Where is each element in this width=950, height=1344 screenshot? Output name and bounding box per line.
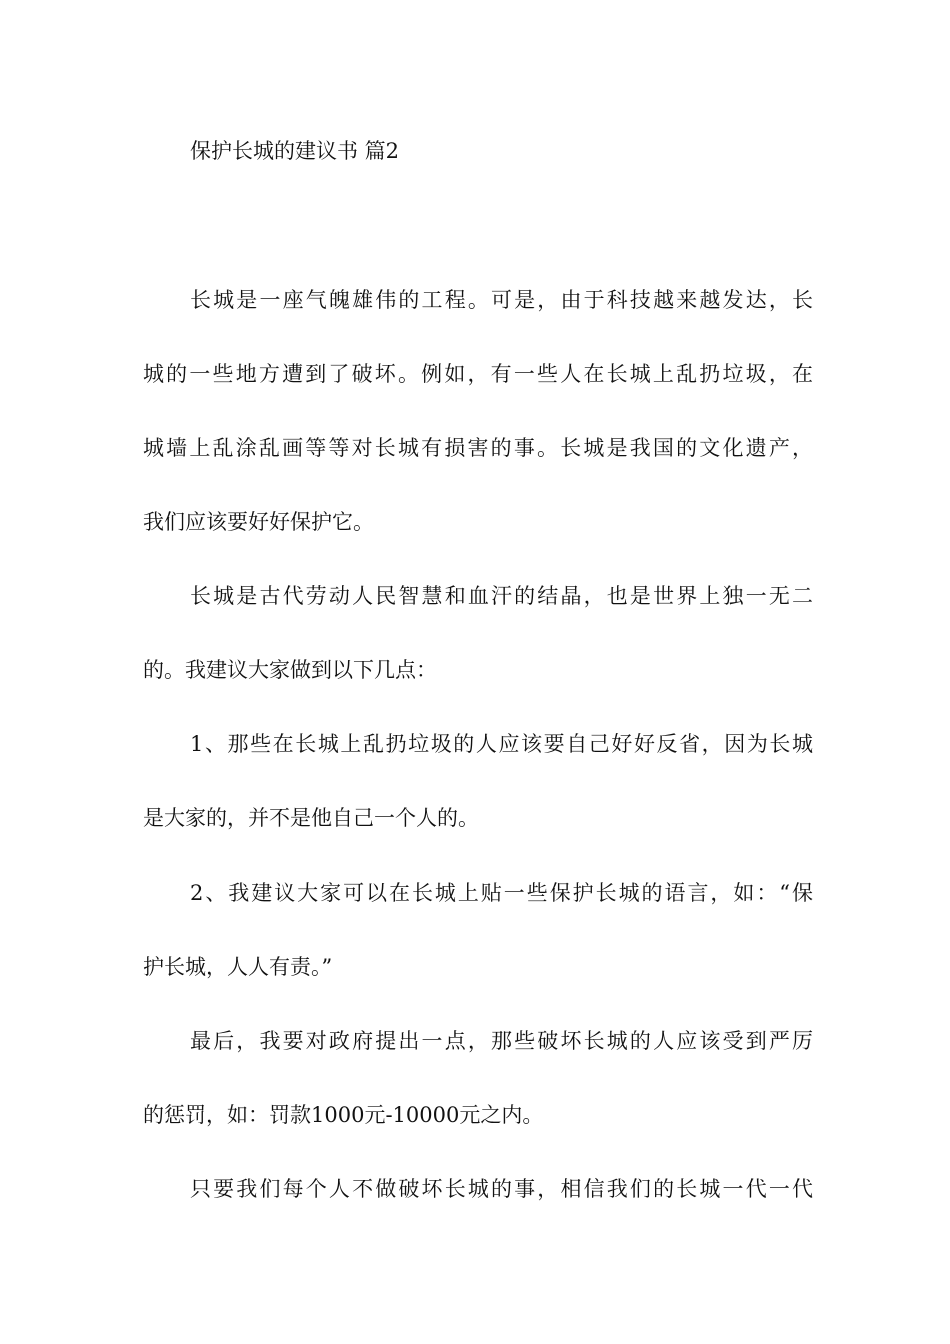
paragraph-1-line-4: 我们应该要好好保护它。 bbox=[143, 510, 374, 534]
paragraph-6-line-1: 只要我们每个人不做破坏长城的事，相信我们的长城一代一代 bbox=[190, 1177, 813, 1201]
paragraph-4-line-1: 2、我建议大家可以在长城上贴一些保护长城的语言，如：“保 bbox=[190, 881, 813, 905]
paragraph-1-line-2: 城的一些地方遭到了破坏。例如，有一些人在长城上乱扔垃圾，在 bbox=[143, 362, 813, 386]
document-title: 保护长城的建议书 篇2 bbox=[190, 139, 400, 163]
paragraph-1-line-3: 城墙上乱涂乱画等等对长城有损害的事。长城是我国的文化遗产， bbox=[143, 436, 813, 460]
paragraph-5-line-1: 最后，我要对政府提出一点，那些破坏长城的人应该受到严厉 bbox=[190, 1029, 813, 1053]
paragraph-3-line-1: 1、那些在长城上乱扔垃圾的人应该要自己好好反省，因为长城 bbox=[190, 732, 813, 756]
paragraph-2-line-1: 长城是古代劳动人民智慧和血汗的结晶，也是世界上独一无二 bbox=[190, 584, 813, 608]
paragraph-4-line-2: 护长城，人人有责。” bbox=[143, 955, 333, 979]
paragraph-5-line-2: 的惩罚，如：罚款1000元-10000元之内。 bbox=[143, 1103, 544, 1127]
paragraph-1-line-1: 长城是一座气魄雄伟的工程。可是，由于科技越来越发达，长 bbox=[190, 288, 813, 312]
paragraph-2-line-2: 的。我建议大家做到以下几点： bbox=[143, 658, 437, 682]
paragraph-3-line-2: 是大家的，并不是他自己一个人的。 bbox=[143, 806, 479, 830]
